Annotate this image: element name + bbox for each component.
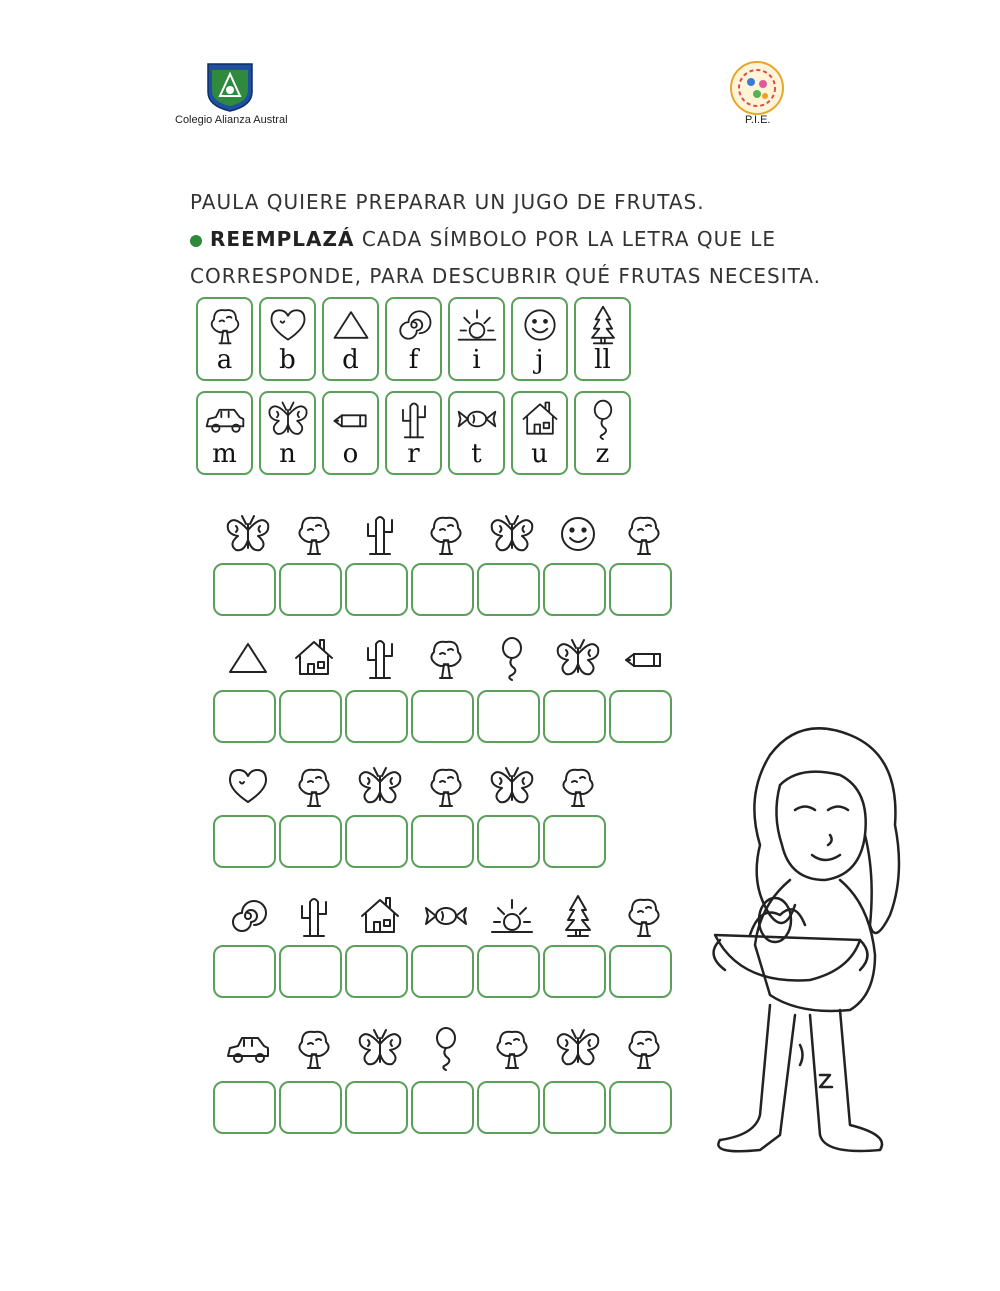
key-letter: z <box>595 439 610 469</box>
instructions <box>190 184 821 295</box>
answer-row-1 <box>213 563 672 616</box>
answer-box[interactable] <box>543 945 606 998</box>
answer-row-5 <box>213 1081 672 1134</box>
key-letter: j <box>535 345 544 375</box>
key-card-z <box>574 391 631 475</box>
answer-box[interactable] <box>279 563 342 616</box>
key-card-m <box>196 391 253 475</box>
answer-box[interactable] <box>345 815 408 868</box>
pine-tree-icon <box>581 303 625 347</box>
key-letter: i <box>472 345 481 375</box>
answer-box[interactable] <box>213 815 276 868</box>
answer-box[interactable] <box>609 945 672 998</box>
tree-icon <box>488 1024 536 1072</box>
tree-icon <box>290 762 338 810</box>
key-letter: t <box>471 439 482 469</box>
symbol-cell <box>413 890 479 940</box>
candy-icon <box>455 397 499 441</box>
instruction-keyword: REEMPLAZÁ <box>210 227 355 251</box>
key-card-i <box>448 297 505 381</box>
car-icon <box>224 1024 272 1072</box>
tree-icon <box>554 762 602 810</box>
answer-box[interactable] <box>477 1081 540 1134</box>
symbol-cell <box>347 508 413 558</box>
answer-box[interactable] <box>345 945 408 998</box>
balloon-icon <box>581 397 625 441</box>
answer-row-2 <box>213 690 672 743</box>
key-letter: o <box>342 439 359 469</box>
spiral-icon <box>392 303 436 347</box>
answer-box[interactable] <box>279 815 342 868</box>
symbol-cell <box>215 890 281 940</box>
house-icon <box>356 892 404 940</box>
symbol-cell <box>545 632 611 682</box>
symbol-row-1 <box>215 508 677 558</box>
symbol-row-3 <box>215 760 611 810</box>
answer-box[interactable] <box>543 1081 606 1134</box>
key-card-o <box>322 391 379 475</box>
key-row-1 <box>196 297 631 381</box>
sun-icon <box>455 303 499 347</box>
symbol-cell <box>413 760 479 810</box>
key-card-u <box>511 391 568 475</box>
tree-icon <box>620 892 668 940</box>
answer-box[interactable] <box>213 563 276 616</box>
balloon-icon <box>488 634 536 682</box>
symbol-cell <box>545 760 611 810</box>
smiley-icon <box>554 510 602 558</box>
cactus-icon <box>356 634 404 682</box>
key-card-t <box>448 391 505 475</box>
symbol-cell <box>479 760 545 810</box>
tree-icon <box>422 634 470 682</box>
symbol-row-4 <box>215 890 677 940</box>
cactus-icon <box>290 892 338 940</box>
butterfly-icon <box>488 510 536 558</box>
symbol-cell <box>479 890 545 940</box>
candy-icon <box>422 892 470 940</box>
answer-box[interactable] <box>345 690 408 743</box>
cactus-icon <box>392 397 436 441</box>
key-card-d <box>322 297 379 381</box>
symbol-cell <box>545 508 611 558</box>
instruction-line-2 <box>190 221 821 258</box>
tree-icon <box>422 510 470 558</box>
answer-box[interactable] <box>609 690 672 743</box>
key-card-b <box>259 297 316 381</box>
symbol-cell <box>347 760 413 810</box>
key-letter: u <box>531 439 548 469</box>
pencil-icon <box>329 397 373 441</box>
symbol-cell <box>413 1022 479 1072</box>
key-card-n <box>259 391 316 475</box>
symbol-cell <box>611 890 677 940</box>
answer-box[interactable] <box>213 690 276 743</box>
instruction-line-1: PAULA QUIERE PREPARAR UN JUGO DE FRUTAS. <box>190 190 705 214</box>
symbol-cell <box>611 508 677 558</box>
tree-icon <box>290 510 338 558</box>
answer-box[interactable] <box>477 690 540 743</box>
symbol-cell <box>347 632 413 682</box>
heart-icon <box>224 762 272 810</box>
answer-box[interactable] <box>279 690 342 743</box>
key-letter: d <box>342 345 359 375</box>
symbol-cell <box>281 760 347 810</box>
answer-box[interactable] <box>543 563 606 616</box>
pie-label: P.I.E. <box>745 114 771 126</box>
answer-box[interactable] <box>213 1081 276 1134</box>
answer-box[interactable] <box>345 1081 408 1134</box>
butterfly-icon <box>224 510 272 558</box>
tree-icon <box>620 510 668 558</box>
tree-icon <box>422 762 470 810</box>
answer-box[interactable] <box>411 690 474 743</box>
key-letter: ll <box>594 345 611 375</box>
answer-box[interactable] <box>279 945 342 998</box>
answer-box[interactable] <box>213 945 276 998</box>
symbol-cell <box>347 1022 413 1072</box>
car-icon <box>203 397 247 441</box>
pencil-icon <box>620 634 668 682</box>
key-letter: b <box>279 345 296 375</box>
symbol-cell <box>281 890 347 940</box>
symbol-cell <box>281 508 347 558</box>
answer-box[interactable] <box>411 563 474 616</box>
answer-row-4 <box>213 945 672 998</box>
heart-icon <box>266 303 310 347</box>
answer-box[interactable] <box>477 945 540 998</box>
symbol-cell <box>545 890 611 940</box>
symbol-cell <box>611 1022 677 1072</box>
symbol-cell <box>611 632 677 682</box>
butterfly-icon <box>554 634 602 682</box>
instruction-line-3: CORRESPONDE, PARA DESCUBRIR QUÉ FRUTAS NECESITA. <box>190 264 821 288</box>
girl-with-fruit-bowl-illustration <box>700 715 930 1155</box>
answer-row-3 <box>213 815 606 868</box>
cactus-icon <box>356 510 404 558</box>
symbol-cell <box>215 1022 281 1072</box>
school-name: Colegio Alianza Austral <box>175 114 288 126</box>
key-letter: f <box>408 345 419 375</box>
symbol-cell <box>479 1022 545 1072</box>
symbol-cell <box>215 508 281 558</box>
instruction-line-2-text: CADA SÍMBOLO POR LA LETRA QUE LE <box>354 227 777 251</box>
answer-box[interactable] <box>543 690 606 743</box>
butterfly-icon <box>488 762 536 810</box>
key-card-j <box>511 297 568 381</box>
symbol-cell <box>281 1022 347 1072</box>
key-letter: a <box>216 345 233 375</box>
butterfly-icon <box>554 1024 602 1072</box>
symbol-row-5 <box>215 1022 677 1072</box>
bullet-icon <box>190 235 202 247</box>
key-card-r <box>385 391 442 475</box>
symbol-cell <box>413 508 479 558</box>
sun-icon <box>488 892 536 940</box>
answer-box[interactable] <box>411 945 474 998</box>
key-letter: r <box>407 439 420 469</box>
answer-box[interactable] <box>477 563 540 616</box>
key-card-a <box>196 297 253 381</box>
answer-box[interactable] <box>609 1081 672 1134</box>
tree-icon <box>203 303 247 347</box>
pine-tree-icon <box>554 892 602 940</box>
symbol-cell <box>281 632 347 682</box>
key-row-2 <box>196 391 631 475</box>
answer-box[interactable] <box>279 1081 342 1134</box>
house-icon <box>518 397 562 441</box>
symbol-cell <box>347 890 413 940</box>
symbol-cell <box>215 632 281 682</box>
triangle-icon <box>329 303 373 347</box>
pie-program-logo <box>729 60 785 116</box>
answer-box[interactable] <box>345 563 408 616</box>
butterfly-icon <box>266 397 310 441</box>
answer-box[interactable] <box>411 1081 474 1134</box>
butterfly-icon <box>356 1024 404 1072</box>
key-card-f <box>385 297 442 381</box>
answer-box[interactable] <box>411 815 474 868</box>
key-card-ll <box>574 297 631 381</box>
school-crest-logo <box>206 62 254 112</box>
key-letter: m <box>212 439 237 469</box>
spiral-icon <box>224 892 272 940</box>
symbol-cell <box>479 508 545 558</box>
symbol-cell <box>479 632 545 682</box>
answer-box[interactable] <box>543 815 606 868</box>
tree-icon <box>290 1024 338 1072</box>
house-icon <box>290 634 338 682</box>
symbol-row-2 <box>215 632 677 682</box>
tree-icon <box>620 1024 668 1072</box>
smiley-icon <box>518 303 562 347</box>
butterfly-icon <box>356 762 404 810</box>
symbol-cell <box>215 760 281 810</box>
answer-box[interactable] <box>477 815 540 868</box>
answer-box[interactable] <box>609 563 672 616</box>
triangle-icon <box>224 634 272 682</box>
key-letter: n <box>279 439 296 469</box>
symbol-cell <box>413 632 479 682</box>
balloon-icon <box>422 1024 470 1072</box>
symbol-cell <box>545 1022 611 1072</box>
